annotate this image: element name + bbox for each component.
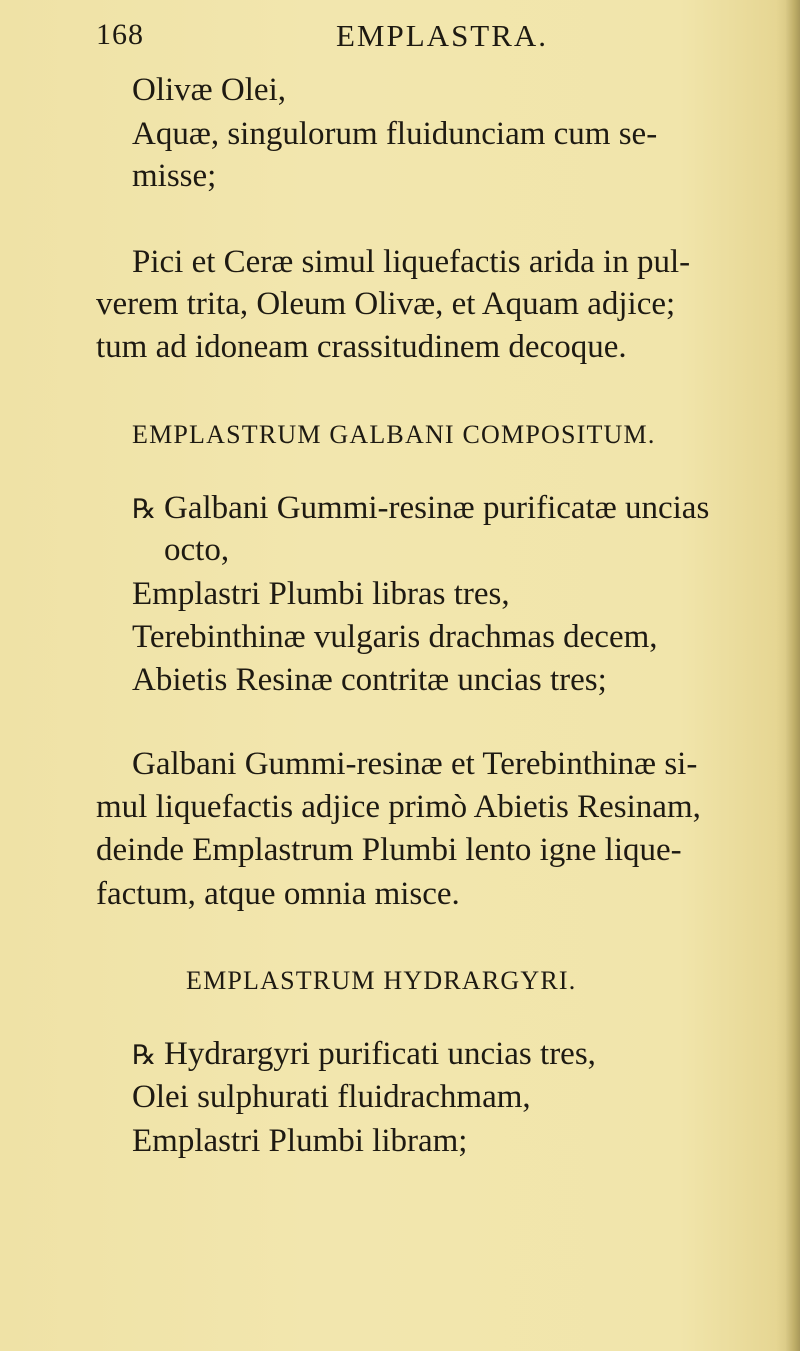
ingredient-line: Emplastri Plumbi libras tres, — [132, 576, 510, 612]
recipe-symbol: ℞ — [132, 1040, 157, 1070]
ingredient-line — [132, 1034, 596, 1075]
running-head: EMPLASTRA. — [336, 18, 549, 53]
section-heading: EMPLASTRUM HYDRARGYRI. — [186, 966, 577, 995]
text-line: Olivæ Olei, — [132, 72, 286, 108]
section-heading: EMPLASTRUM GALBANI COMPOSITUM. — [132, 420, 656, 449]
text-line: misse; — [132, 158, 217, 194]
ingredient-line: Emplastri Plumbi libram; — [132, 1123, 468, 1159]
ingredient-line: Olei sulphurati fluidrachmam, — [132, 1079, 531, 1115]
ingredient-line: Abietis Resinæ contritæ uncias tres; — [132, 662, 607, 698]
text-line: Pici et Ceræ simul liquefactis arida in pul- — [132, 244, 691, 280]
text-line: Aquæ, singulorum fluidunciam cum se- — [132, 116, 658, 152]
recipe-symbol: ℞ — [132, 494, 157, 524]
text-line: tum ad idoneam crassitudinem decoque. — [96, 329, 627, 365]
ingredient-text: Galbani Gummi-resinæ purificatæ uncias — [164, 490, 710, 526]
ingredient-text: Hydrargyri purificati uncias tres, — [164, 1036, 596, 1072]
instruction-line: factum, atque omnia misce. — [96, 876, 460, 912]
page-header — [96, 18, 556, 58]
text-line: verem trita, Oleum Olivæ, et Aquam adjice; — [96, 286, 676, 322]
instruction-line: Galbani Gummi-resinæ et Terebinthinæ si- — [132, 746, 698, 782]
page-edge-shadow — [786, 0, 800, 1351]
instruction-line: mul liquefactis adjice primò Abietis Resinam, — [96, 789, 701, 825]
ingredient-line: Terebinthinæ vulgaris drachmas decem, — [132, 619, 658, 655]
page-number: 168 — [96, 18, 144, 51]
ingredient-line — [132, 488, 709, 529]
instruction-line: deinde Emplastrum Plumbi lento igne lique- — [96, 832, 682, 868]
ingredient-line: octo, — [164, 532, 230, 568]
